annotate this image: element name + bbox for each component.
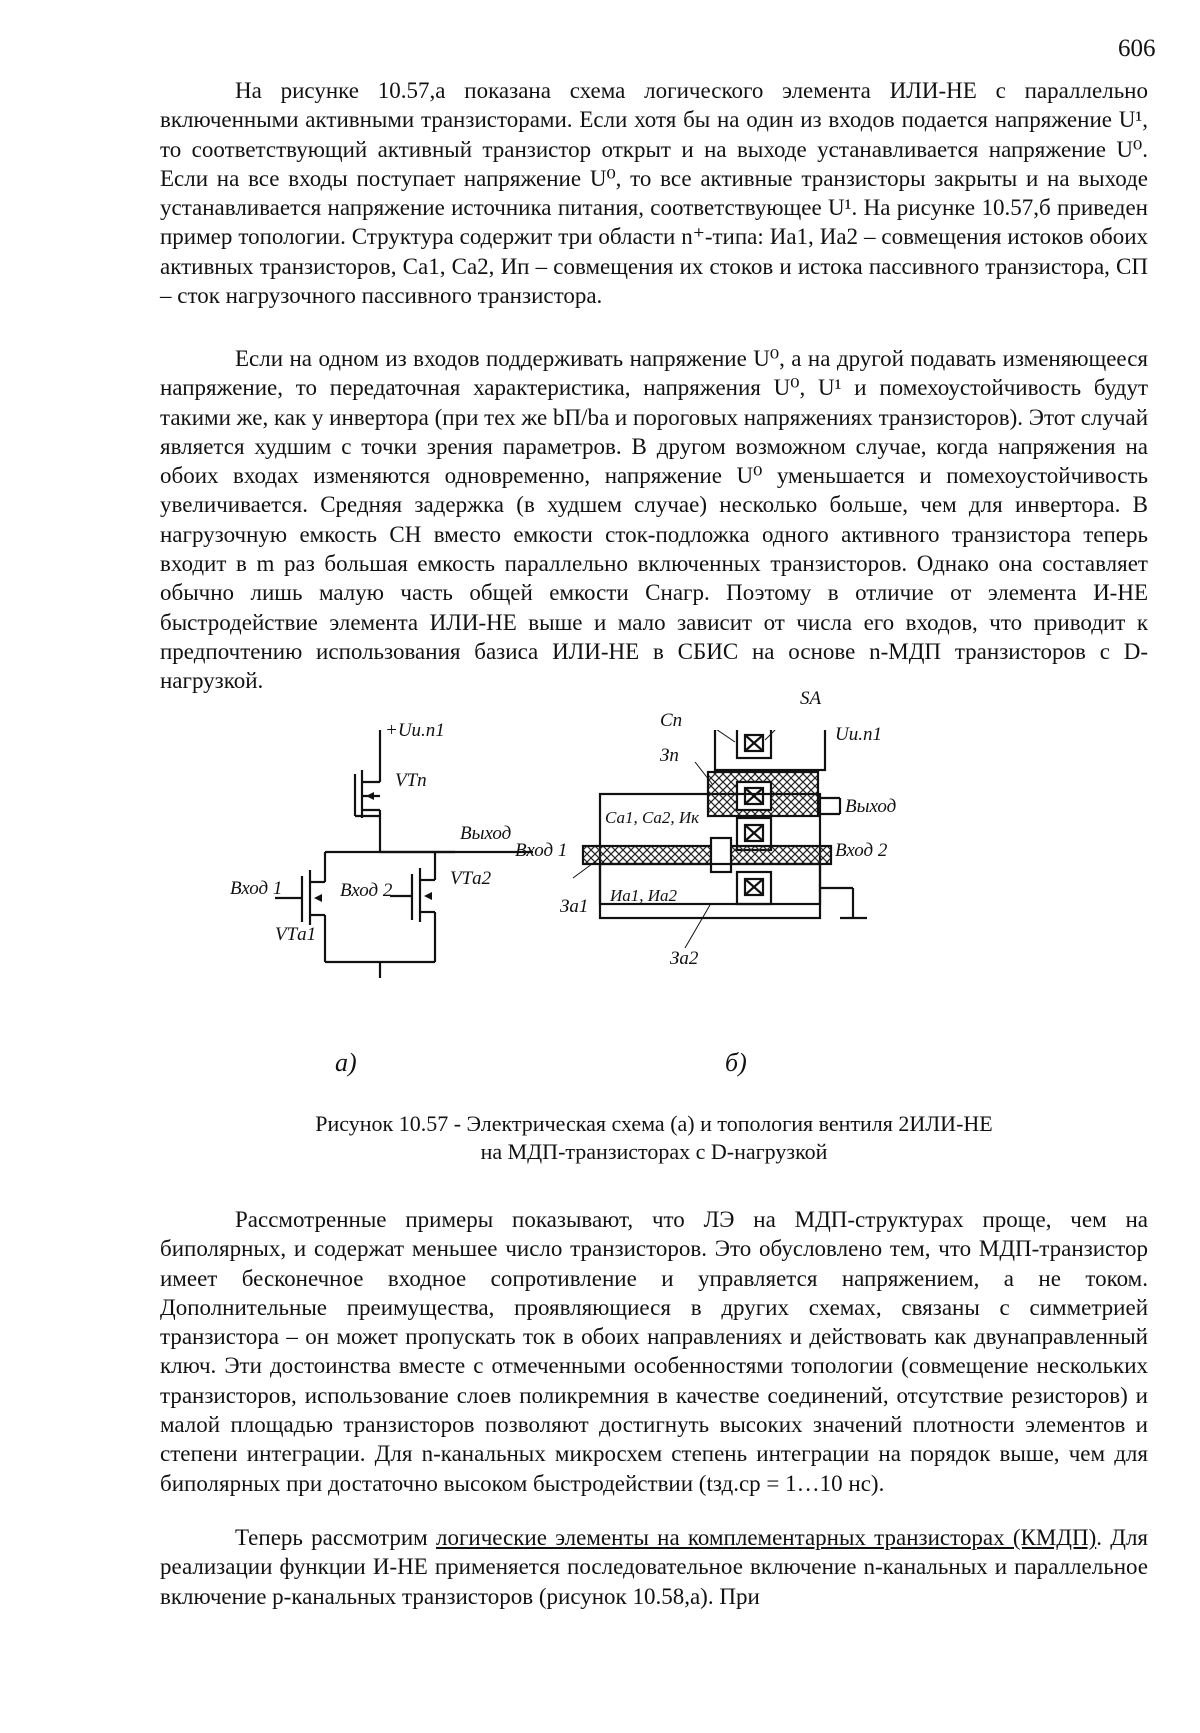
label-input1-b: Вход 1 bbox=[515, 840, 568, 861]
paragraph-4-link[interactable]: логические элементы на комплементарных транзисторах (КМДП) bbox=[435, 1525, 1097, 1550]
figure-caption-line1: Рисунок 10.57 - Электрическая схема (а) и топология вентиля 2ИЛИ-НЕ bbox=[315, 1111, 993, 1136]
layout-b bbox=[573, 730, 867, 948]
panel-label-a: а) bbox=[335, 1048, 357, 1077]
label-za2: За2 bbox=[670, 948, 699, 969]
paragraph-2: Если на одном из входов поддерживать напряжение U⁰, а на другой подавать изменяющееся напряжение, то передаточная характеристика, напряжения U⁰, U¹ и помехоустойчивость будут такими же, как у инвертора (при тех же bП/bа и пороговых напряжениях транзисторов). Этот случай является худшим с точки зрения параметров. В другом возможном случае, когда напряжения на обоих входах изменяются одновременно, напряжение U⁰ уменьшается и помехоустойчивость увеличивается. Средняя задержка (в худшем случае) несколько больше, чем для инвертора. В нагрузочную емкость CH вместо емкости сток-подложка одного активного транзистора теперь входит в m раз большая емкость параллельно включенных транзисторов. Однако она составляет обычно лишь малую часть общей емкости Cнагр. Поэтому в отличие от элемента И-НЕ быстродействие элемента ИЛИ-НЕ выше и мало зависит от числа его входов, что приводит к предпочтению использования базиса ИЛИ-НЕ в СБИС на основе n-МДП транзисторов с D-нагрузкой. bbox=[160, 346, 1148, 694]
figure-10-57 bbox=[230, 688, 1015, 1100]
label-sources: Иа1, Иа2 bbox=[610, 886, 678, 905]
label-zp: Зп bbox=[660, 745, 679, 766]
page-number: 606 bbox=[1118, 35, 1156, 62]
figure-caption-line2: на МДП-транзисторах с D-нагрузкой bbox=[480, 1139, 828, 1164]
paragraph-4-rest: . Для реализации функции И-НЕ применяется последовательное включение n-канальных и параллельное включение p-канальных транзисторов (рисунок 10.58,а). При bbox=[160, 1525, 1148, 1609]
paragraph-1: На рисунке 10.57,а показана схема логического элемента ИЛИ-НЕ с параллельно включенными активными транзисторами. Если хотя бы на один из входов подается напряжение U¹, то соответствующий активный транзистор открыт и на выходе устанавливается напряжение U⁰. Если на все входы поступает напряжение U⁰, то все активные транзисторы закрыты и на выходе устанавливается напряжение источника питания, соответствующее U¹. На рисунке 10.57,б приведен пример топологии. Структура содержит три области n⁺-типа: Иа1, Иа2 – совмещения истоков обоих активных транзисторов, Са1, Са2, Ип – совмещения их стоков и истока пассивного транзистора, СП – сток нагрузочного пассивного транзистора. bbox=[160, 78, 1148, 309]
label-supply-b: Uи.п1 bbox=[835, 724, 882, 745]
label-vta2: VTа2 bbox=[450, 868, 492, 889]
label-supply-a: +Uи.п1 bbox=[385, 720, 445, 741]
paragraph-3: Рассмотренные примеры показывают, что ЛЭ на МДП-структурах проще, чем на биполярных, и содержат меньшее число транзисторов. Это обусловлено тем, что МДП-транзистор имеет бесконечное входное сопротивление и управляется напряжением, а не током. Дополнительные преимущества, проявляющиеся в других схемах, связаны с симметрией транзистора – он может пропускать ток в обоих направлениях и действовать как двунаправленный ключ. Эти достоинства вместе с отмеченными особенностями топологии (совмещение нескольких транзисторов, использование слоев поликремния в качестве соединений, отсутствие резисторов) и малой площадью транзисторов позволяют достигнуть высоких значений плотности элементов и степени интеграции. Для n-канальных микросхем степень интеграции на порядок выше, чем для биполярных при достаточно высоком быстродействии (tзд.ср = 1…10 нс). bbox=[160, 1207, 1148, 1496]
figure-drawing bbox=[255, 730, 1015, 1100]
label-input1-a: Вход 1 bbox=[230, 878, 283, 899]
label-input2-a: Вход 2 bbox=[340, 880, 393, 901]
label-input2-b: Вход 2 bbox=[835, 840, 888, 861]
label-cp: Сп bbox=[660, 710, 683, 731]
label-za1: За1 bbox=[560, 896, 589, 917]
label-sa: SA bbox=[800, 688, 822, 709]
label-output-a: Выход bbox=[460, 823, 512, 844]
label-drains: Са1, Са2, Ик bbox=[605, 808, 700, 827]
label-vtp: VTп bbox=[395, 770, 427, 791]
label-output-b: Выход bbox=[845, 796, 897, 817]
label-vta1: VTа1 bbox=[275, 924, 317, 945]
panel-label-b: б) bbox=[725, 1048, 747, 1077]
paragraph-4-start: Теперь рассмотрим bbox=[235, 1525, 436, 1550]
paragraph-4 bbox=[160, 1523, 1148, 1611]
